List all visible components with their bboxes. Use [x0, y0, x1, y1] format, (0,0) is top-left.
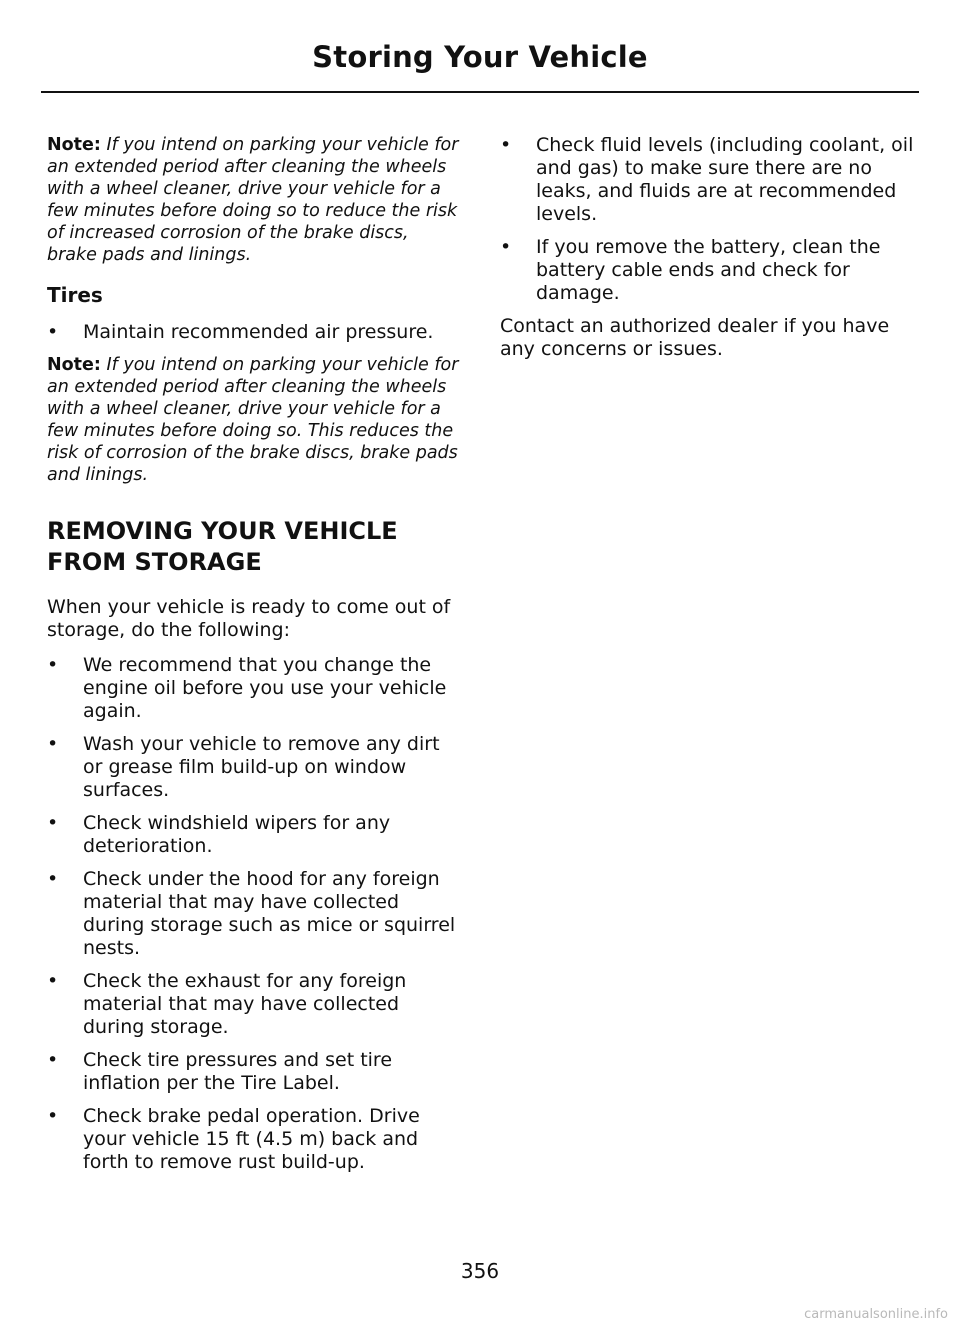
- bullet: •: [47, 1105, 59, 1127]
- list-item: • Check tire pressures and set tire inflation per the Tire Label.: [47, 1049, 393, 1094]
- bullet: •: [500, 236, 512, 258]
- tires-list: [47, 321, 462, 344]
- note-wheel-cleaner: [47, 134, 462, 266]
- watermark: carmanualsonline.info: [804, 1307, 948, 1322]
- list-item: • Wash your vehicle to remove any dirt or grease film build-up on window surfaces.: [47, 733, 440, 801]
- list-item: • Check under the hood for any foreign material that may have collected during storage such as mice or squirrel nests.: [47, 868, 456, 959]
- bullet: •: [47, 868, 59, 890]
- bullet: •: [500, 134, 512, 156]
- bullet: •: [47, 1049, 59, 1071]
- bullet: •: [47, 812, 59, 834]
- note-label: Note:: [47, 135, 101, 155]
- page-title: Storing Your Vehicle: [312, 40, 648, 74]
- note-tires: [47, 354, 462, 486]
- page-number: 356: [460, 1259, 500, 1283]
- list-item: • Check the exhaust for any foreign material that may have collected during storage.: [47, 970, 407, 1038]
- closing-paragraph: Contact an authorized dealer if you have any concerns or issues.: [500, 315, 890, 360]
- bullet: •: [47, 654, 59, 676]
- list-item: • If you remove the battery, clean the battery cable ends and check for damage.: [500, 236, 881, 304]
- list-item: • Check windshield wipers for any deterioration.: [47, 812, 391, 857]
- bullet: •: [47, 733, 59, 755]
- note-label: Note:: [47, 355, 101, 375]
- list-item: • Maintain recommended air pressure.: [47, 321, 434, 343]
- list-item: • Check brake pedal operation. Drive your vehicle 15 ft (4.5 m) back and forth to remove rust build-up.: [47, 1105, 420, 1173]
- left-column: [47, 134, 462, 1184]
- list-item: • We recommend that you change the engine oil before you use your vehicle again.: [47, 654, 447, 722]
- intro-paragraph: When your vehicle is ready to come out of storage, do the following:: [47, 596, 451, 641]
- bullet: •: [47, 970, 59, 992]
- header-divider: [41, 91, 919, 93]
- right-column: [500, 134, 915, 373]
- removal-checklist-continued: [500, 134, 915, 305]
- tires-heading: Tires: [47, 283, 103, 307]
- bullet: •: [47, 321, 59, 343]
- note-text: If you intend on parking your vehicle for an extended period after cleaning the wheels with a wheel cleaner, drive your vehicle for a few minutes before doing so. This reduces the risk of corrosion of the brake discs, brake pads and linings.: [47, 355, 459, 485]
- section-heading-removing-from-storage: REMOVING YOUR VEHICLE FROM STORAGE: [47, 517, 398, 576]
- note-text: If you intend on parking your vehicle for an extended period after cleaning the wheels with a wheel cleaner, drive your vehicle for a few minutes before doing so to reduce the risk of increased corrosion of the brake discs, brake pads and linings.: [47, 135, 459, 265]
- list-item: • Check fluid levels (including coolant, oil and gas) to make sure there are no leaks, and fluids are at recommended levels.: [500, 134, 914, 225]
- removal-checklist: [47, 654, 462, 1174]
